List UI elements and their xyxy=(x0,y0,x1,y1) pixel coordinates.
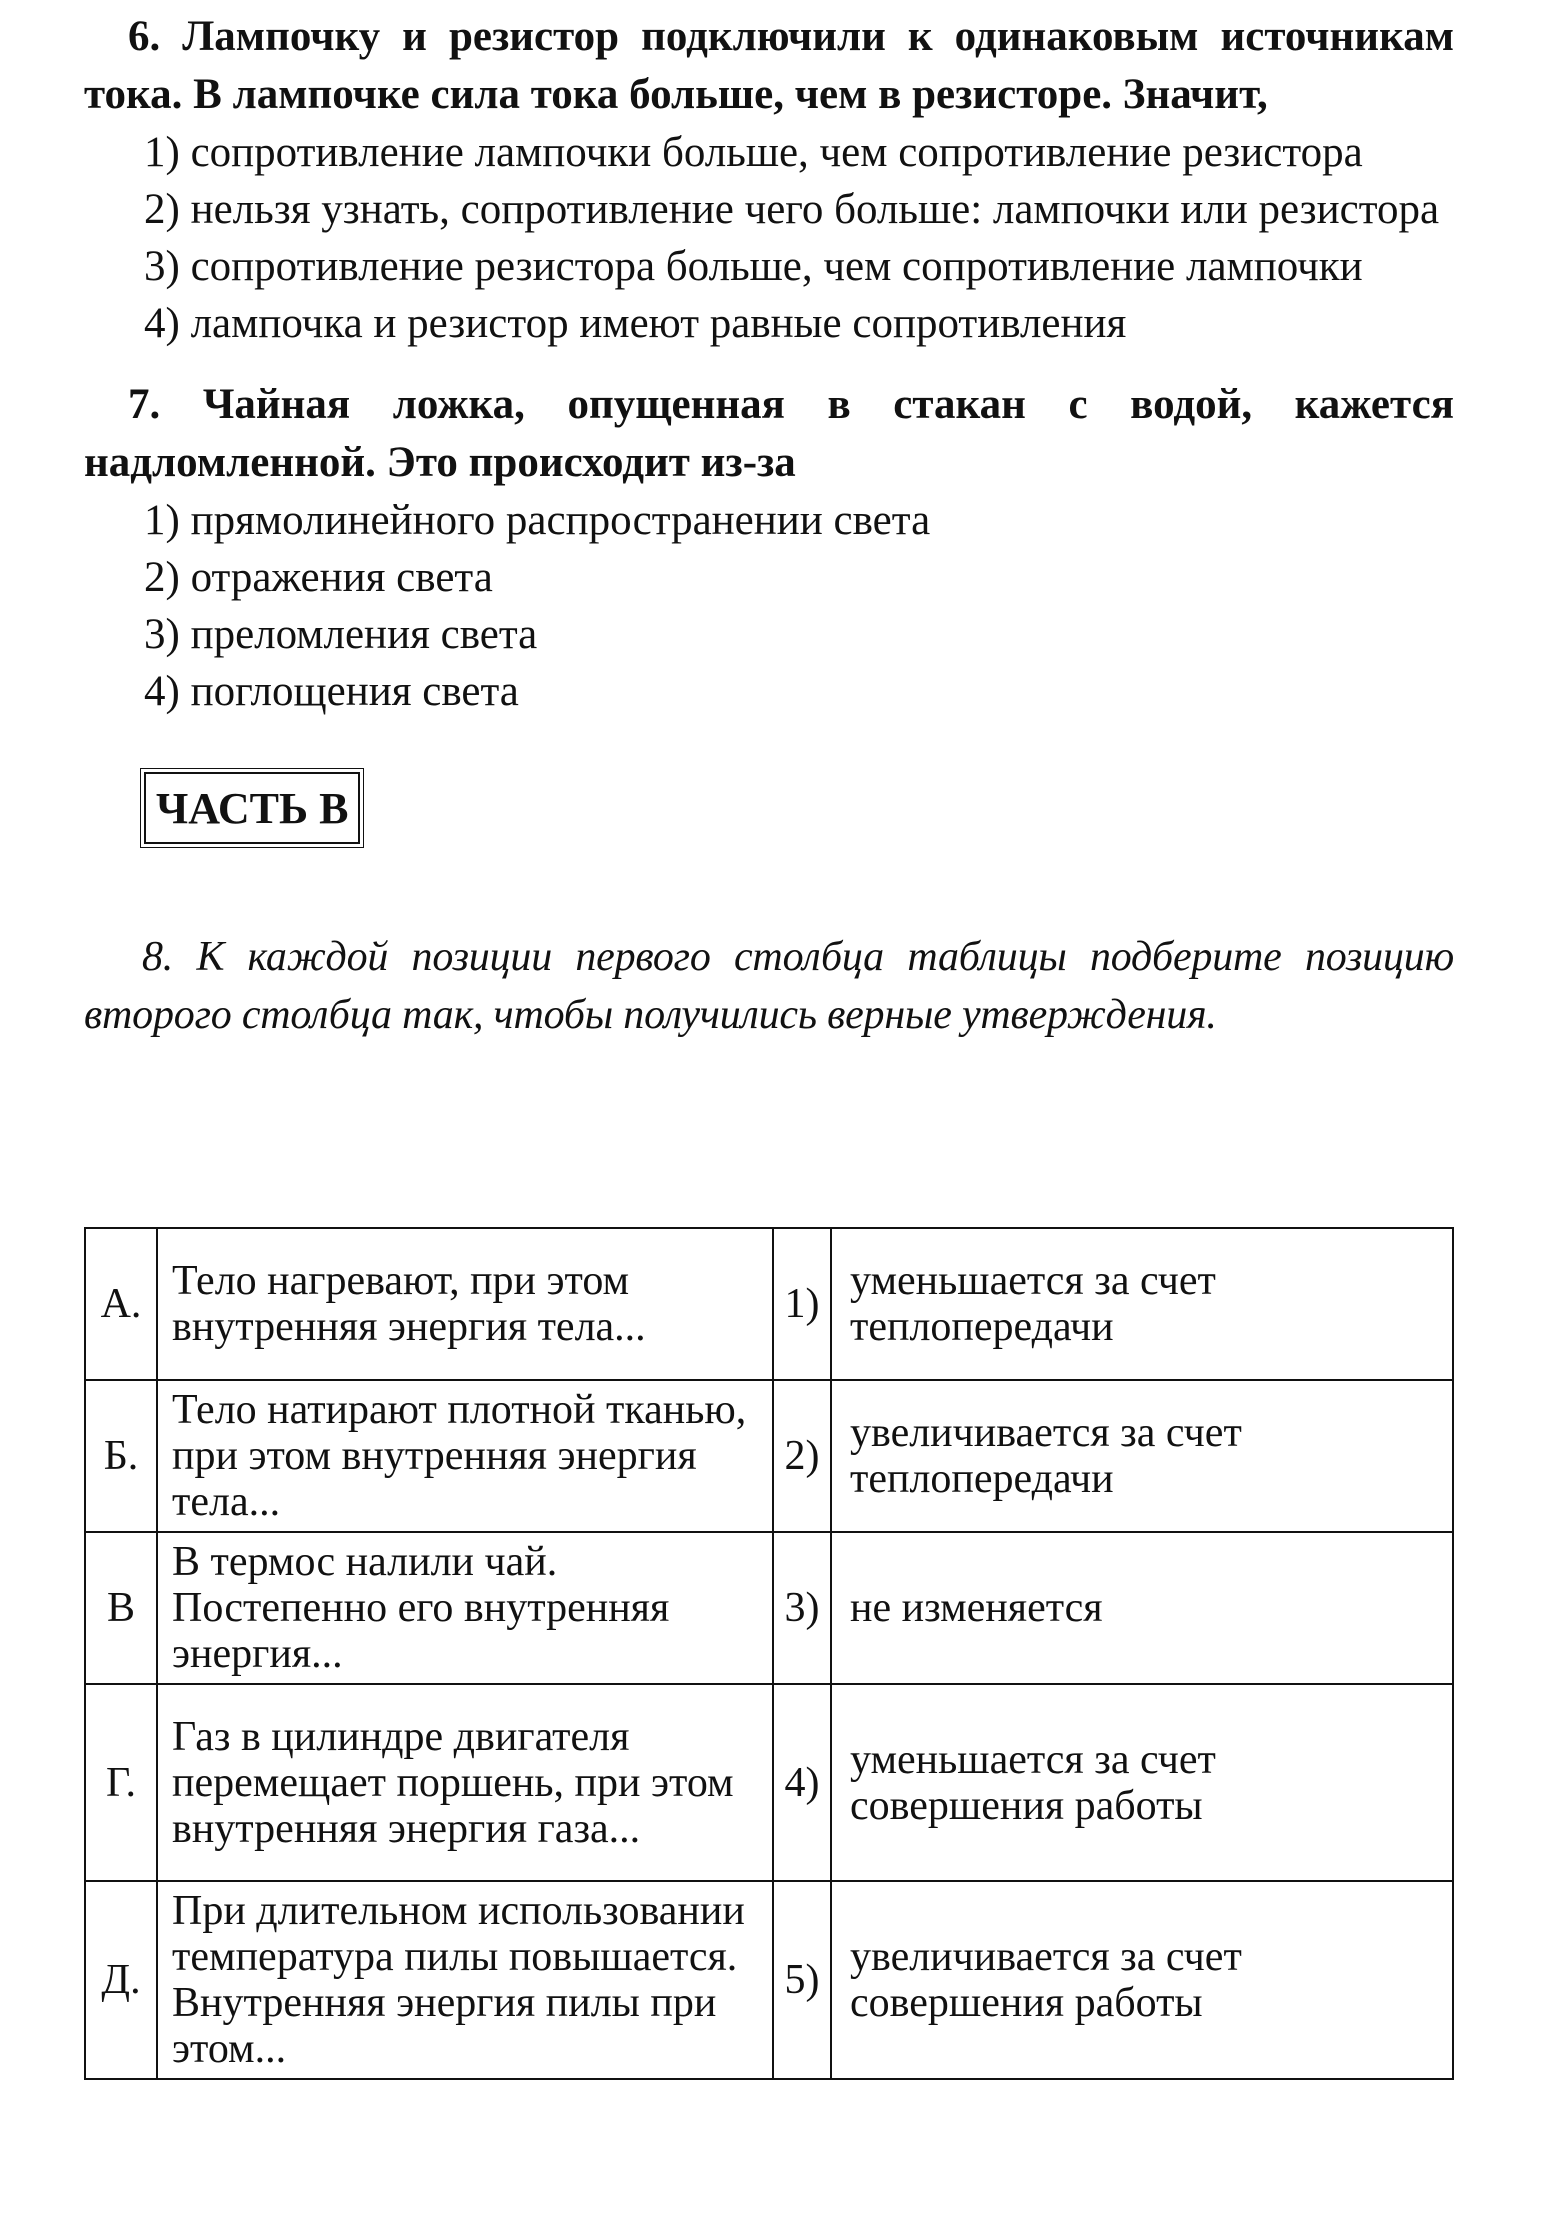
question-7-title: 7. Чайная ложка, опущенная в стакан с водой, кажется надломленной. Это происходит из-за xyxy=(84,381,1454,486)
part-b-label: ЧАСТЬ В xyxy=(144,772,360,844)
table-row xyxy=(85,1881,1453,2079)
option-number: 2) xyxy=(773,1380,831,1532)
option-number: 3) xyxy=(773,1532,831,1684)
part-b-heading xyxy=(144,764,1454,856)
row-statement: Газ в цилиндре двигателя перемещает поршень, при этом внутренняя энергия газа... xyxy=(157,1684,773,1881)
option-text: увеличивается за счет теплопередачи xyxy=(831,1380,1453,1532)
document-page xyxy=(84,0,1454,2072)
row-letter: Б. xyxy=(85,1380,157,1532)
matching-table xyxy=(84,1227,1454,2080)
option-text: уменьшается за счет совершения работы xyxy=(831,1684,1453,1881)
row-letter: Д. xyxy=(85,1881,157,2079)
option-text: уменьшается за счет теплопередачи xyxy=(831,1228,1453,1380)
question-6-option-3: 3) сопротивление резистора больше, чем сопротивление лампочки xyxy=(144,243,1363,290)
question-6-title: 6. Лампочку и резистор подключили к одинаковым источникам тока. В лампочке сила тока больше, чем в резисторе. Значит, xyxy=(84,13,1454,118)
question-7-option-3: 3) преломления света xyxy=(144,611,538,658)
option-number: 5) xyxy=(773,1881,831,2079)
question-7-option-1: 1) прямолинейного распространении света xyxy=(144,497,931,544)
row-letter: А. xyxy=(85,1228,157,1380)
question-7-option-4: 4) поглощения света xyxy=(144,668,519,715)
table-row xyxy=(85,1228,1453,1380)
row-statement: Тело нагревают, при этом внутренняя энергия тела... xyxy=(157,1228,773,1380)
row-statement: В термос налили чай. Постепенно его внутренняя энергия... xyxy=(157,1532,773,1684)
question-8-instruction: 8. К каждой позиции первого столбца таблицы подберите позицию второго столбца так, чтобы получились верные утверждения. xyxy=(84,934,1454,1038)
option-text: не изменяется xyxy=(831,1532,1453,1684)
table-row xyxy=(85,1380,1453,1532)
question-6-option-4: 4) лампочка и резистор имеют равные сопротивления xyxy=(144,300,1127,347)
table-row xyxy=(85,1532,1453,1684)
row-letter: Г. xyxy=(85,1684,157,1881)
row-letter: В xyxy=(85,1532,157,1684)
row-statement: При длительном использовании температура пилы повышается. Внутренняя энергия пилы при этом... xyxy=(157,1881,773,2079)
option-text: увеличивается за счет совершения работы xyxy=(831,1881,1453,2079)
question-7-option-2: 2) отражения света xyxy=(144,554,493,601)
question-6-option-2: 2) нельзя узнать, сопротивление чего больше: лампочки или резистора xyxy=(144,186,1440,233)
option-number: 1) xyxy=(773,1228,831,1380)
question-6-options xyxy=(84,124,1454,352)
row-statement: Тело натирают плотной тканью, при этом внутренняя энергия тела... xyxy=(157,1380,773,1532)
option-number: 4) xyxy=(773,1684,831,1881)
question-6-option-1: 1) сопротивление лампочки больше, чем сопротивление резистора xyxy=(144,129,1363,176)
question-7-options xyxy=(84,492,1454,720)
table-row xyxy=(85,1684,1453,1881)
